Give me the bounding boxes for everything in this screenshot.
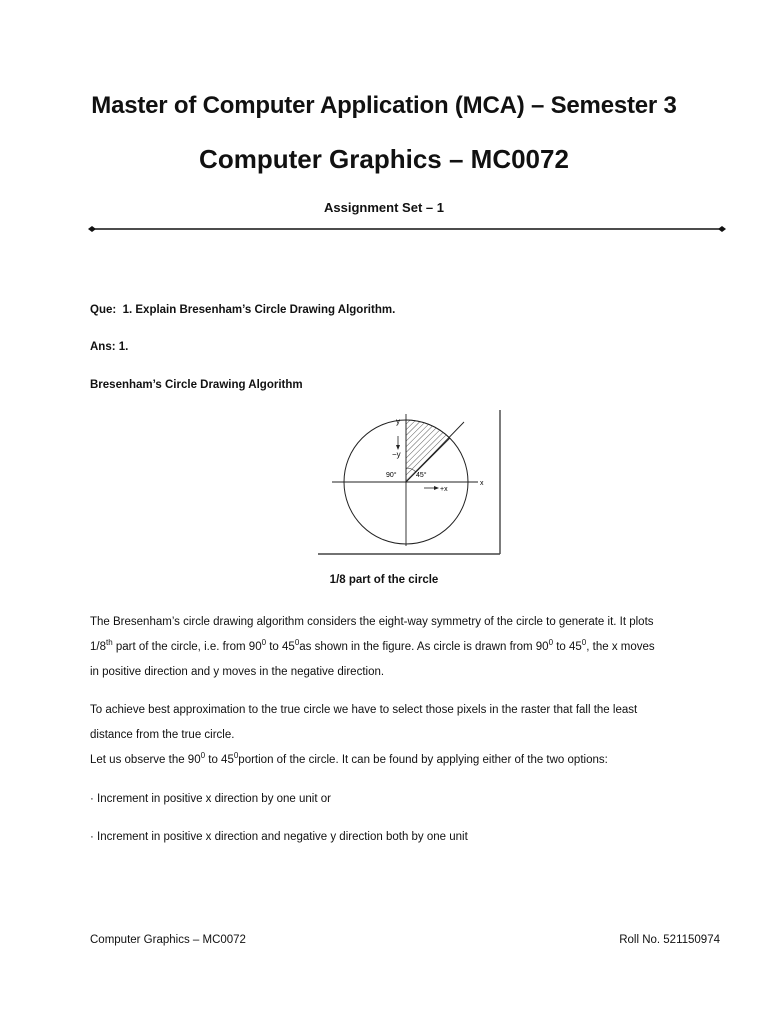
assignment-title: Assignment Set – 1 <box>324 200 444 215</box>
label-y: y <box>396 417 400 426</box>
question <box>90 298 730 323</box>
shaded-octant <box>406 420 450 482</box>
answer-heading: Bresenham’s Circle Drawing Algorithm <box>90 379 303 391</box>
paragraph-3: Let us observe the $90^0$ to $45^0portion$ of the circle. It can be found by applying either of the two options: <box>90 751 608 766</box>
paragraph-1 <box>90 610 730 685</box>
paragraph-2-line-1: To achieve best approximation to the true circle we have to select those pixels in the raster that fall the least <box>90 704 638 716</box>
course-title: Computer Graphics – MC0072 <box>199 144 569 174</box>
paragraph-2-line-2: distance from the true circle. <box>90 729 235 741</box>
footer-roll-number: Roll No. 521150974 <box>619 934 720 946</box>
label-pos-x: +x <box>440 486 448 493</box>
program-title: Master of Computer Application (MCA) – Semester 3 <box>91 92 677 119</box>
paragraph-1-line-2: 1/8th part of the circle, i.e. from $90^0$ to $45^0as$ shown in the figure. As circle is drawn from $90^0$ to $45^0$, the x moves <box>90 638 655 653</box>
header-divider <box>88 224 726 234</box>
paragraph-2 <box>90 698 730 748</box>
paragraph-1-line-1: The Bresenham’s circle drawing algorithm considers the eight-way symmetry of the circle to generate it. It plots <box>90 616 654 628</box>
label-neg-y: −y <box>392 450 401 459</box>
label-90: 90° <box>386 472 397 479</box>
question-label: Que: <box>90 304 117 316</box>
circle-octant-figure <box>318 410 502 556</box>
answer-label: Ans: 1. <box>90 341 129 353</box>
paragraph-1-line-3: in positive direction and y moves in the negative direction. <box>90 666 385 678</box>
figure-caption: 1/8 part of the circle <box>329 574 439 586</box>
footer-course: Computer Graphics – MC0072 <box>90 934 246 946</box>
option-2: · Increment in positive x direction and negative y direction both by one unit <box>90 831 468 843</box>
label-x: x <box>480 480 484 487</box>
label-45: 45° <box>416 472 427 479</box>
question-text: 1. Explain Bresenham’s Circle Drawing Algorithm. <box>122 304 396 316</box>
option-1: · Increment in positive x direction by one unit or <box>90 793 331 805</box>
